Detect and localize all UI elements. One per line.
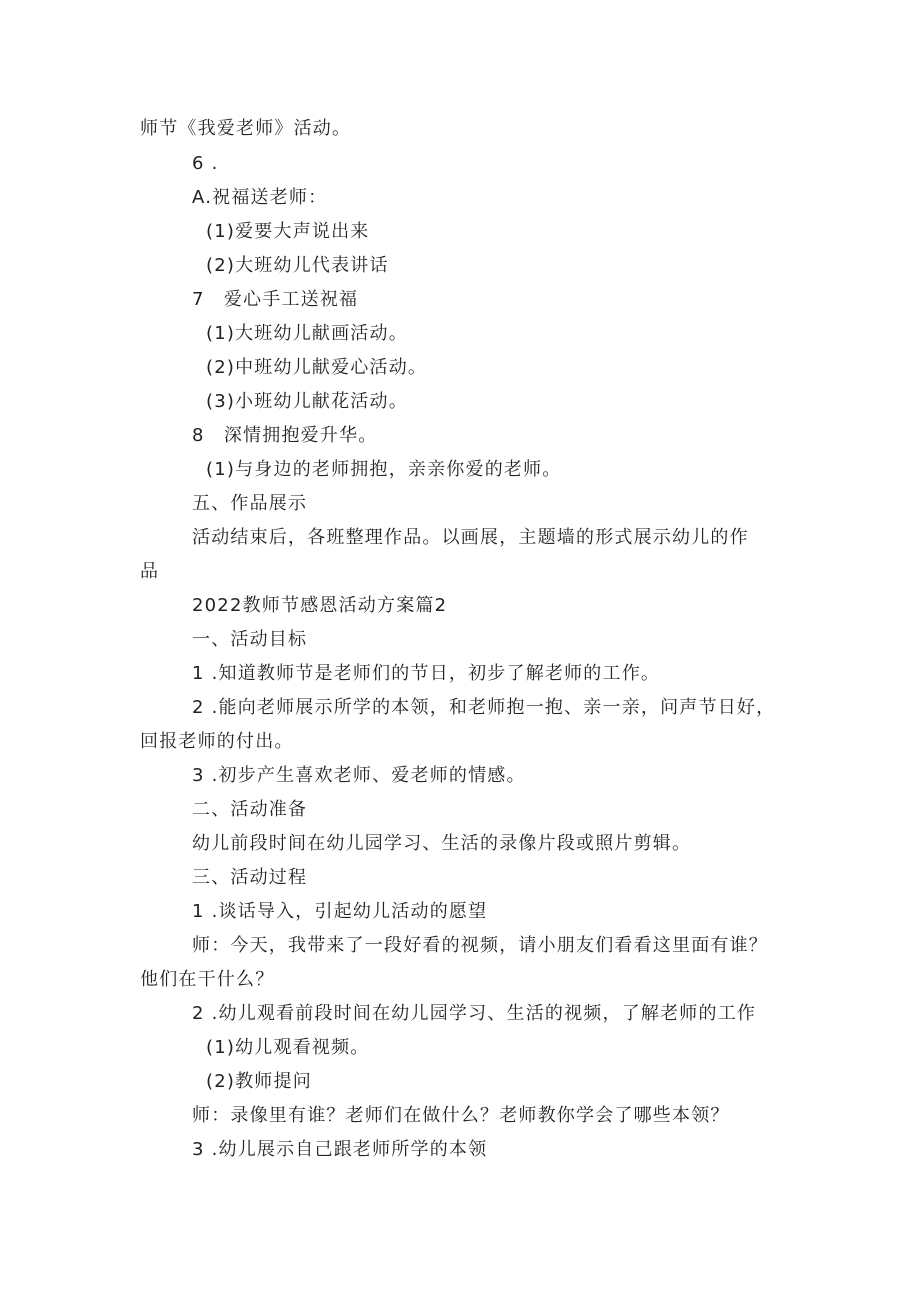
text-line: (2)大班幼儿代表讲话 <box>206 255 389 276</box>
text-line: 1 .知道教师节是老师们的节日，初步了解老师的工作。 <box>192 663 661 684</box>
text-line: 2 .幼儿观看前段时间在幼儿园学习、生活的视频，了解老师的工作 <box>192 1003 757 1024</box>
text-line: 6 . <box>192 153 219 174</box>
text-line: (3)小班幼儿献花活动。 <box>206 391 408 412</box>
section-heading: 三、活动过程 <box>192 867 308 888</box>
text-line: 8 深情拥抱爱升华。 <box>192 425 378 446</box>
document-subtitle: 2022教师节感恩活动方案篇2 <box>192 595 448 616</box>
text-line: 他们在干什么？ <box>140 969 275 990</box>
text-line: 师：录像里有谁？老师们在做什么？老师教你学会了哪些本领？ <box>192 1105 730 1126</box>
section-heading: 二、活动准备 <box>192 799 308 820</box>
text-line: 7 爱心手工送祝福 <box>192 289 359 310</box>
text-line: A.祝福送老师： <box>192 187 328 208</box>
text-line: 1 .谈话导入，引起幼儿活动的愿望 <box>192 901 488 922</box>
section-heading: 五、作品展示 <box>192 493 308 514</box>
text-line: 品 <box>140 561 160 582</box>
text-line: (2)教师提问 <box>206 1071 312 1092</box>
text-line: (2)中班幼儿献爱心活动。 <box>206 357 428 378</box>
text-line: 师节《我爱老师》活动。 <box>140 118 352 139</box>
text-line: (1)幼儿观看视频。 <box>206 1037 370 1058</box>
text-line: 3 .初步产生喜欢老师、爱老师的情感。 <box>192 765 526 786</box>
text-line: 3 .幼儿展示自己跟老师所学的本领 <box>192 1139 488 1160</box>
text-line: (1)与身边的老师拥抱，亲亲你爱的老师。 <box>206 459 562 480</box>
text-line: 幼儿前段时间在幼儿园学习、生活的录像片段或照片剪辑。 <box>192 833 692 854</box>
section-heading: 一、活动目标 <box>192 629 308 650</box>
text-line: 回报老师的付出。 <box>140 731 294 752</box>
text-line: 师：今天，我带来了一段好看的视频，请小朋友们看看这里面有谁？ <box>192 935 768 956</box>
text-line: 活动结束后，各班整理作品。以画展，主题墙的形式展示幼儿的作 <box>192 527 749 548</box>
text-line: (1)大班幼儿献画活动。 <box>206 323 408 344</box>
text-line: (1)爱要大声说出来 <box>206 221 370 242</box>
text-line: 2 .能向老师展示所学的本领，和老师抱一抱、亲一亲，问声节日好， <box>192 697 776 718</box>
